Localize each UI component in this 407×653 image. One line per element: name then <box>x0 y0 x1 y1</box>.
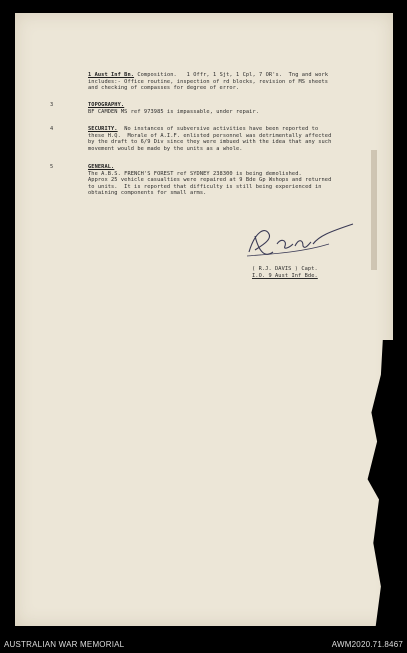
section-number-5: 5 <box>50 164 54 170</box>
section-4-line-1: SECURITY. No instances of subversive activities have been reported to <box>88 126 319 132</box>
footer-accession-number: AWM2020.71.8467 <box>331 640 403 649</box>
section-3-line-1: BF CAMDEN MS ref 973985 is impassable, under repair. <box>88 108 260 115</box>
section-4-line-2: these H.Q. Morale of A.I.F. enlisted personnel was detrimentally affected <box>88 132 332 139</box>
intro-text-1: Composition. 1 Offr, 1 Sjt, 1 Cpl, 7 OR's. Tng and work <box>137 72 329 78</box>
section-number-4: 4 <box>50 126 54 132</box>
signature-title: I.O. 9 Aust Inf Bde. <box>252 273 318 279</box>
section-5-line-3: to units. It is reported that difficulty is still being experienced in <box>88 183 322 190</box>
intro-line-3: and checking of compasses for degree of error. <box>88 85 240 91</box>
footer-institution: AUSTRALIAN WAR MEMORIAL <box>4 640 125 649</box>
section-number-3: 3 <box>50 102 54 108</box>
signature-name: ( R.J. DAVIS ) Capt. <box>252 266 318 272</box>
intro-line-2: includes:- Office routine, inspection of rd blocks, revision of MS sheets <box>88 78 329 85</box>
section-heading-security: SECURITY. <box>88 126 118 132</box>
section-heading-general: GENERAL. <box>88 164 115 170</box>
section-5-line-1: The A.B.S. FRENCH'S FOREST ref SYDNEY 238300 is being demolished. <box>88 170 302 177</box>
document-page <box>15 13 393 626</box>
intro-line-1 <box>88 72 328 78</box>
section-5-line-2: Approx 25 vehicle casualties were repaired at 9 Bde Gp Wshops and returned <box>88 177 332 183</box>
section-5-line-4: obtaining components for small arms. <box>88 190 207 196</box>
paper-stain <box>371 150 377 270</box>
section-4-line-4: movement would be made by the units as a whole. <box>88 145 243 152</box>
section-4-line-3: by the draft to 6/9 Div since they were imbued with the idea that any such <box>88 139 332 145</box>
section-heading-topography: TOPOGRAPHY. <box>88 102 125 108</box>
handwritten-signature <box>243 222 358 264</box>
intro-heading: 1 Aust Inf Bn. <box>88 72 135 78</box>
